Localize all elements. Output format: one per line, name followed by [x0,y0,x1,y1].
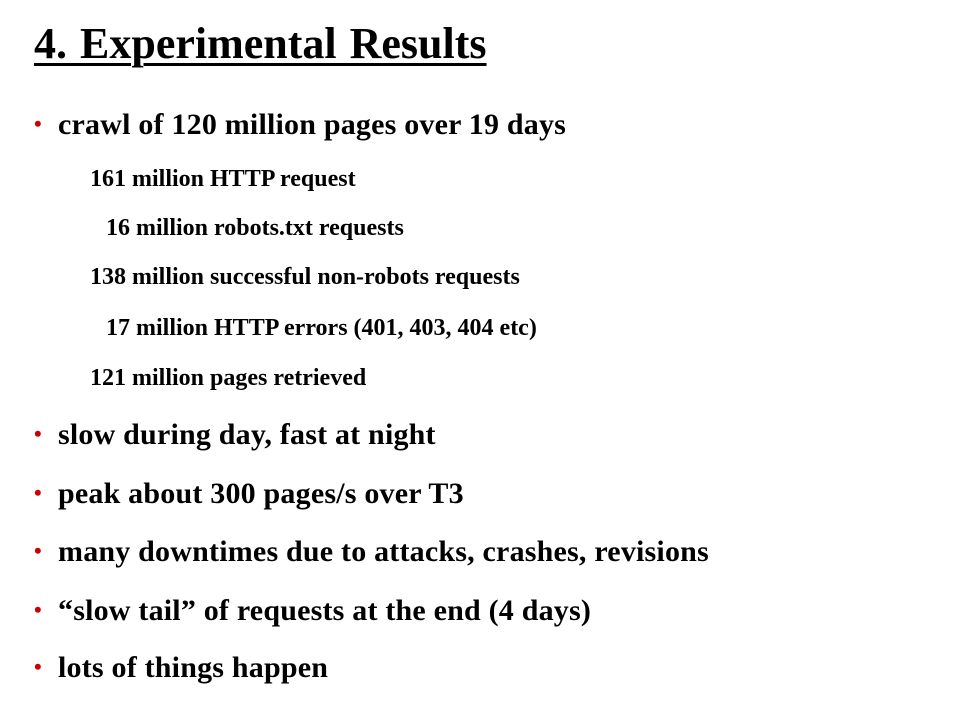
sub-item: 17 million HTTP errors (401, 403, 404 etc) [106,315,537,341]
bullet-text: peak about 300 pages/s over T3 [58,477,464,510]
bullet-text: many downtimes due to attacks, crashes, revisions [58,535,709,568]
bullet-item [34,108,566,142]
bullet-icon: • [34,480,42,505]
bullet-item [34,418,436,452]
bullet-item [34,594,591,628]
bullet-icon: • [34,597,42,622]
sub-item: 138 million successful non-robots requests [90,264,520,290]
bullet-item [34,651,328,685]
slide-title: 4. Experimental Results [34,19,487,68]
bullet-item [34,477,464,511]
bullet-icon: • [34,111,42,136]
bullet-item [34,535,709,569]
sub-item: 161 million HTTP request [90,166,356,192]
bullet-text: crawl of 120 million pages over 19 days [58,108,567,141]
bullet-text: lots of things happen [58,651,329,684]
bullet-text: “slow tail” of requests at the end (4 days) [58,594,592,627]
sub-item: 16 million robots.txt requests [106,215,404,241]
sub-item: 121 million pages retrieved [90,365,367,391]
bullet-icon: • [34,421,42,446]
bullet-text: slow during day, fast at night [58,418,436,451]
bullet-icon: • [34,654,42,679]
bullet-icon: • [34,538,42,563]
